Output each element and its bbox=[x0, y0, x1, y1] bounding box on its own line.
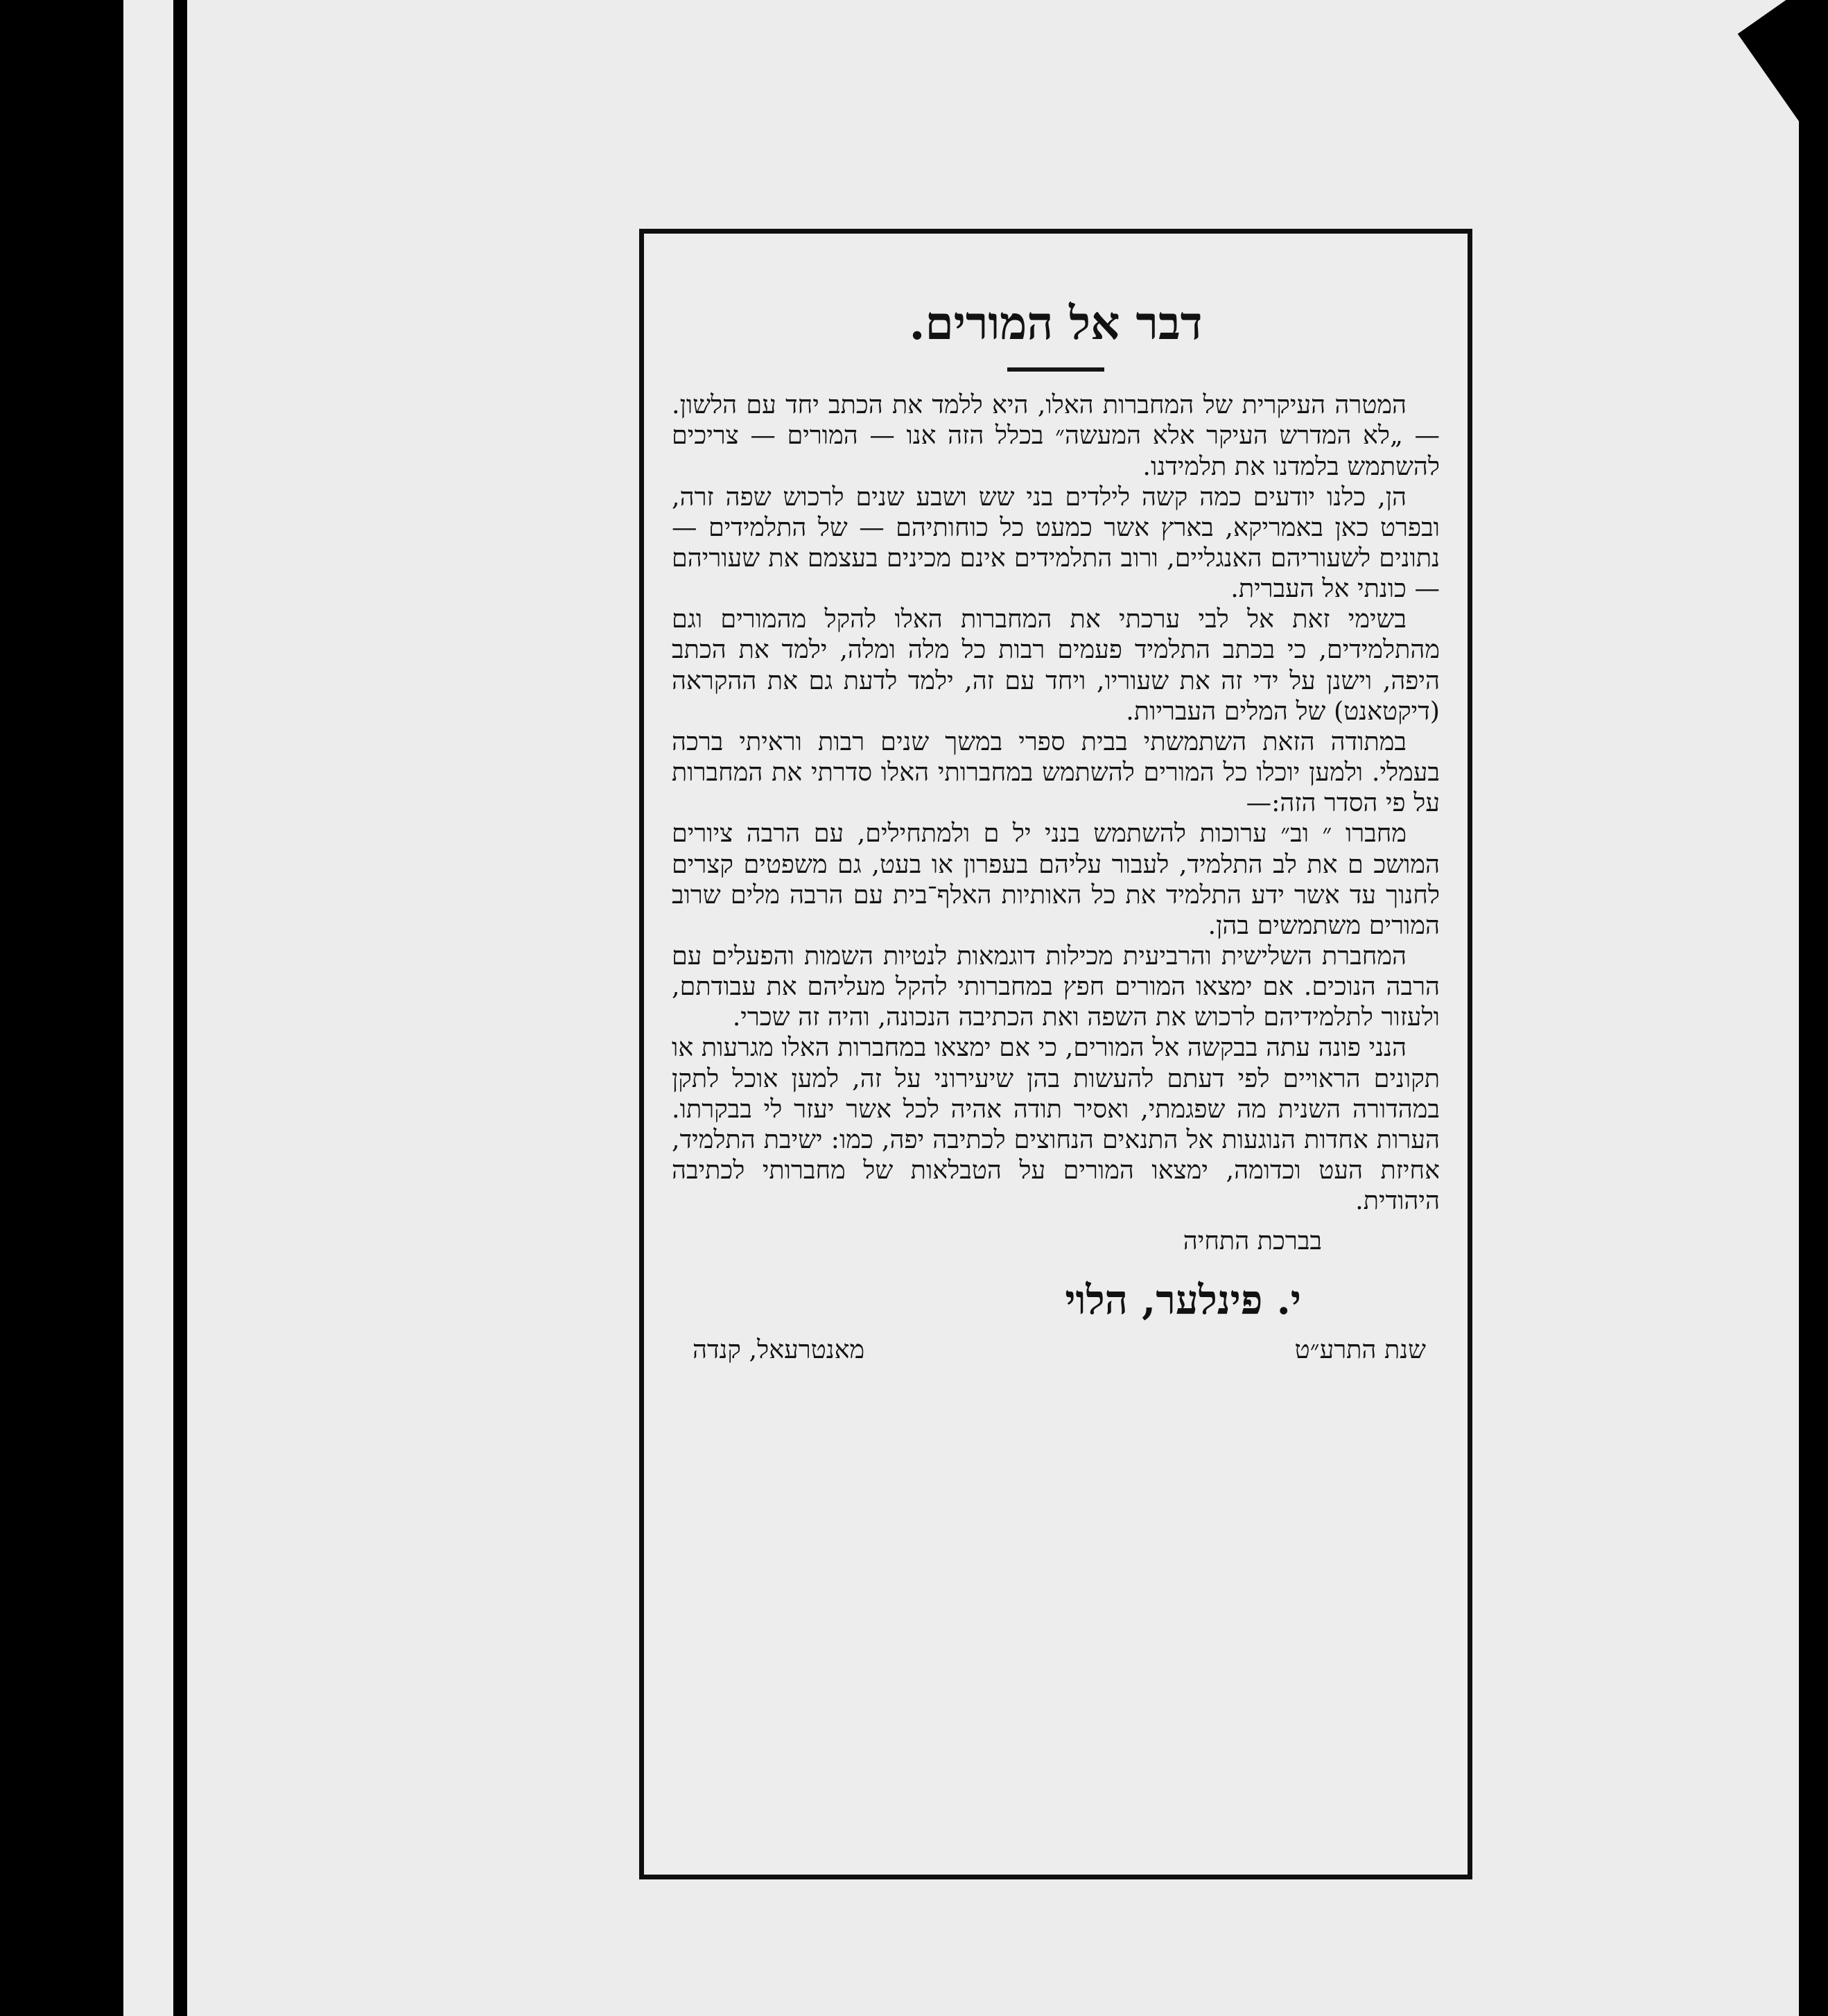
article-paragraph: הן, כלנו יודעים כמה קשה לילדים בני שש ושבע שנים לרכוש שפה זרה, ובפרט כאן באמריקא, בארץ אשר כמעט כל כוחותיהם — של התלמידים — נתונים לשעוריהם האנגליים, ורוב התלמידים אינם מכינים בעצמם את שעוריהם — כונתי אל העברית. bbox=[672, 481, 1440, 604]
article-content bbox=[672, 234, 1440, 1875]
article-paragraph: המטרה העיקרית של המחברות האלו, היא ללמד את הכתב יחד עם הלשון. — „לא המדרש העיקר אלא המעשה״ בכלל הזה אנו — המורים — צריכים להשתמש בלמדנו את תלמידנו. bbox=[672, 390, 1440, 481]
article-frame bbox=[639, 229, 1472, 1879]
article-paragraph: הנני פונה עתה בבקשה אל המורים, כי אם ימצאו במחברות האלו מגרעות או תקונים הראויים לפי דעתם להעשות בהן שיעירוני על זה, למען אוכל לתקן במהדורה השנית מה שפגמתי, ואסיר תודה אהיה לכל אשר יעזר לי בבקרתו. הערות אחדות הנוגעות אל התנאים הנחוצים לכתיבה יפה, כמו: ישיבת התלמיד, אחיזת העט וכדומה, ימצאו המורים על הטבלאות של מחברותי לכתיבה היהודית. bbox=[672, 1032, 1440, 1216]
author-signature: י. פינלער, הלוי bbox=[1065, 1276, 1301, 1324]
article-paragraph: מחברו ״ וב״ ערוכות להשתמש בנני יל ם ולמתחילים, עם הרבה ציורים המושכ ם את לב התלמיד, לעבור עליהם בעפרון או בעט, גם משפטים קצרים לחנוך עד אשר ידע התלמיד את כל האותיות האלף־בית עם הרבה מלים שרוב המורים משתמשים בהן. bbox=[672, 818, 1440, 940]
article-paragraph: בשימי זאת אל לבי ערכתי את המחברות האלו להקל מהמורים וגם מהתלמידים, כי בכתב התלמיד פעמים רבות כל מלה ומלה, ילמד את הכתב היפה, וישנן על ידי זה את שעוריו, ויחד עם זה, ילמד לדעת גם את ההקראה (דיקטאנט) של המלים העבריות. bbox=[672, 604, 1440, 726]
article-paragraph: במתודה הזאת השתמשתי בבית ספרי במשך שנים רבות וראיתי ברכה בעמלי. ולמען יוכלו כל המורים להשתמש במחברותי האלו סדרתי את המחברות על פי הסדר הזה:— bbox=[672, 726, 1440, 818]
publication-location: מאנטרעאל, קנדה bbox=[693, 1335, 865, 1365]
article-title: דבר אל המורים. bbox=[909, 296, 1203, 350]
closing-blessing: בברכת התחיה bbox=[1183, 1226, 1322, 1256]
title-divider bbox=[1007, 367, 1104, 372]
article-footer bbox=[672, 1335, 1440, 1364]
page-corner-fold bbox=[1738, 0, 1828, 125]
publication-year: שנת התרע״ט bbox=[1294, 1335, 1426, 1365]
article-paragraph: המחברת השלישית והרביעית מכילות דוגמאות לנטיות השמות והפעלים עם הרבה הנוכים. אם ימצאו המורים חפץ במחברותי להקל מעליהם את עבודתם, ולעזור לתלמידיהם לרכוש את השפה ואת הכתיבה הנכונה, והיה זה שכרי. bbox=[672, 941, 1440, 1032]
article-body bbox=[672, 390, 1440, 1216]
binding-strip bbox=[123, 0, 173, 2016]
scanned-page bbox=[187, 0, 1799, 2016]
